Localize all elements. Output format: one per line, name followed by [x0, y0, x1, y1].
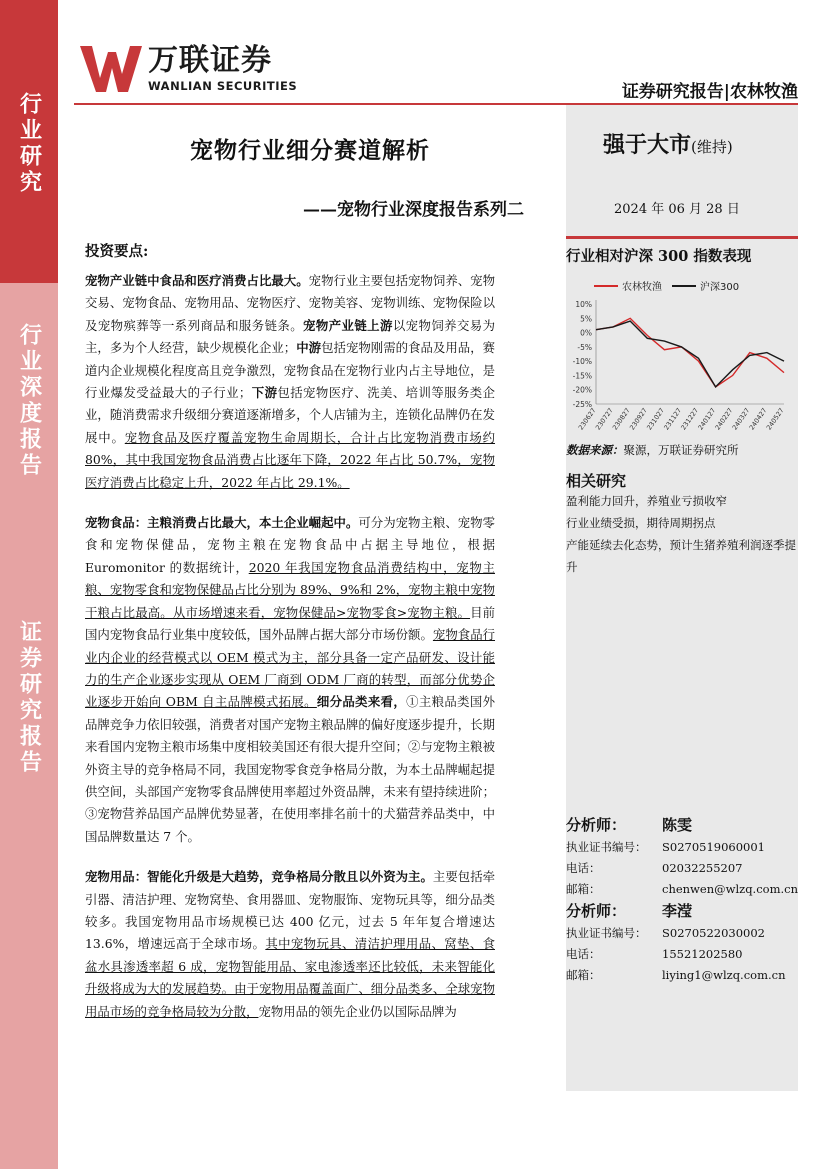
related-item[interactable]: 产能延续去化态势，预计生猪养殖利润逐季提升: [566, 538, 796, 574]
y-tick-label: -10%: [572, 357, 592, 367]
related-research-list: [566, 490, 798, 578]
y-tick-label: 5%: [580, 314, 592, 324]
company-logo: [80, 44, 297, 94]
analyst-title: 分析师：: [566, 815, 627, 834]
phone-label: 电话：: [566, 946, 601, 961]
para-text: 宠物行业主要包括宠物饲养、宠物交易、宠物食品、宠物用品、宠物医疗、宠物美容、宠物训练、宠物保险以及宠物殡葬等一系列商品和服务链条。: [85, 273, 496, 333]
section-heading: 投资要点:: [85, 243, 149, 260]
legend-label: 沪深300: [700, 282, 740, 293]
cert-number: S0270522030002: [662, 925, 765, 940]
para-text: 主要包括牵引器、清洁护理、宠物窝垫、食用器皿、宠物服饰、宠物玩具等，细分品类较多。我国宠物用品市场规模已达 400 亿元，过去 5 年年复合增速达 13.6%，增速远高于全球市场。: [85, 869, 496, 952]
chart-source: [566, 442, 739, 458]
side-text-2: 行业深度报告: [16, 323, 42, 479]
para-text: 可分为宠物主粮、宠物零食和宠物保健品，宠物主粮在宠物食品中占据主导地位，根据 Euromonitor 的数据统计，: [85, 515, 496, 575]
cert-number: S0270519060001: [662, 839, 765, 854]
x-tick-label: 231027: [645, 406, 667, 432]
para-bold: 下游: [251, 385, 278, 401]
rating: [603, 128, 733, 159]
analyst-name: 陈雯: [662, 815, 693, 834]
report-date: 2024 年 06 月 28 日: [614, 202, 740, 217]
chart-source-text: 聚源，万联证券研究所: [623, 443, 739, 457]
y-tick-label: -25%: [572, 400, 592, 409]
panel-divider: [566, 236, 798, 239]
logo-chinese: 万联证券: [148, 43, 272, 78]
para-lead: 宠物食品：主粮消费占比最大，本土企业崛起中。: [85, 515, 359, 531]
x-tick-label: 240127: [696, 406, 718, 432]
y-tick-label: 0%: [580, 328, 592, 338]
y-tick-label: -5%: [577, 342, 592, 352]
para-text: 包括宠物医疗、洗美、培训等服务类企业，随消费需求升级细分赛道逐渐增多，个人店铺为主，连锁化品牌仍在发展中。: [85, 385, 496, 445]
para-text: 宠物用品的领先企业仍以国际品牌为: [258, 1003, 457, 1019]
para-underlined: 2020 年我国宠物食品消费结构中，宠物主粮、宠物零食和宠物保健品占比分别为 89%、9%和 2%，宠物主粮中宠物干粮占比最高。从市场增速来看，宠物保健品>宠物零食>宠物主粮。: [85, 559, 495, 620]
analyst-card: [566, 812, 798, 899]
x-tick-label: 240327: [730, 406, 752, 432]
para-underlined: 宠物食品及医疗覆盖宠物生命周期长，合计占比宠物消费市场约80%，其中我国宠物食品消费占比逐年下降，2022 年占比 50.7%，宠物医疗消费占比稳定上升，2022 年占比 29.1%。: [85, 429, 496, 490]
performance-chart: [566, 272, 798, 432]
side-label-securities-report: [0, 620, 58, 776]
analyst-card: [566, 898, 798, 985]
related-research-heading: 相关研究: [566, 472, 627, 490]
email-label: 邮箱：: [566, 881, 601, 896]
x-tick-label: 240527: [764, 406, 786, 432]
side-label-industry-research: [0, 0, 58, 283]
side-text-1: 行业研究: [16, 92, 42, 196]
related-item[interactable]: 盈利能力回升，养殖业亏损收窄: [566, 494, 727, 508]
para-bold: 细分品类来看，: [316, 694, 407, 710]
chart-svg: [566, 272, 798, 432]
para-bold: 宠物产业链上游: [303, 317, 393, 333]
main-content: [85, 240, 495, 1023]
logo-w-mark-icon: [80, 44, 142, 94]
email-link[interactable]: liying1@wlzq.com.cn: [662, 967, 786, 982]
para-underlined: 宠物食品行业内企业的经营模式以 OEM 模式为主，部分具备一定产品研发、设计能力的生产企业逐步实现从 OEM 厂商到 ODM 厂商的转型，而部分优势企业逐步开始向 OBM 自主品牌模式拓展。: [85, 627, 496, 710]
para-text: 目前国内宠物食品行业集中度较低，国外品牌占据大部分市场份额。: [85, 604, 496, 643]
logo-english: WANLIAN SECURITIES: [148, 79, 298, 93]
legend-label: 农林牧渔: [622, 282, 662, 293]
analyst-title: 分析师：: [566, 901, 627, 920]
x-tick-label: 230627: [576, 406, 598, 432]
para-text: ①主粮品类国外品牌竞争力依旧较强，消费者对国产宠物主粮品牌的偏好度逐步提升，长期来看国内宠物主粮市场集中度相较美国还有很大提升空间；②与宠物主粮被外资主导的竞争格局不同，我国宠物零食竞争格局分散，为本土品牌崛起提供空间，头部国产宠物零食品牌使用率超过外资品牌，未来有望持续进阶；③宠物营养品国产品牌优势显著，在使用率排名前十的犬猫营养品类中，中国品牌数量达 7 个。: [85, 694, 496, 844]
x-tick-label: 240227: [713, 406, 735, 432]
report-category: 证券研究报告|农林牧渔: [621, 82, 798, 102]
rating-sub: (维持): [691, 138, 733, 156]
side-label-deep-report: [0, 323, 58, 479]
rating-main: 强于大市: [603, 132, 692, 158]
para-text: 包括宠物刚需的食品及用品，赛道内企业规模化程度高且竞争激烈，宠物食品在宠物行业内占主导地位，是行业爆发受益最大的子行业；: [85, 340, 496, 401]
para-text: 以宠物饲养交易为主，多为个人经营，缺少规模化企业；: [85, 317, 496, 356]
chart-source-label: 数据来源：: [566, 443, 624, 457]
para-bold: 中游: [296, 340, 322, 356]
report-subtitle: ——宠物行业深度报告系列二: [303, 200, 524, 220]
paragraph-pet-food: [85, 512, 495, 848]
para-underlined: 其中宠物玩具、清洁护理用品、窝垫、食盆水具渗透率超 6 成，宠物智能用品、家电渗透率还比较低，未来智能化升级将成为大的发展趋势。由于宠物用品覆盖面广、细分品类多、全球宠物用品市场的竞争格局较为分散，: [85, 936, 495, 1019]
analyst-name: 李滢: [662, 901, 693, 920]
cert-label: 执业证书编号：: [566, 839, 647, 854]
chart-heading: 行业相对沪深 300 指数表现: [566, 248, 752, 265]
email-link[interactable]: chenwen@wlzq.com.cn: [662, 881, 798, 896]
paragraph-industry-chain: [85, 270, 495, 494]
phone-number: 02032255207: [662, 860, 743, 875]
para-lead: 宠物用品：智能化升级是大趋势，竞争格局分散且以外资为主。: [85, 869, 433, 885]
phone-number: 15521202580: [662, 946, 743, 961]
x-tick-label: 230927: [628, 406, 649, 432]
side-band: [0, 0, 58, 1169]
y-tick-label: -15%: [572, 371, 592, 381]
email-label: 邮箱：: [566, 967, 601, 982]
x-tick-label: 230727: [593, 406, 615, 432]
x-tick-label: 231227: [679, 406, 701, 432]
phone-label: 电话：: [566, 860, 601, 875]
para-lead: 宠物产业链中食品和医疗消费占比最大。: [85, 273, 309, 288]
report-title: 宠物行业细分赛道解析: [190, 137, 430, 164]
side-text-3: 证券研究报告: [16, 620, 42, 776]
x-tick-label: 231127: [662, 406, 684, 432]
y-tick-label: -20%: [572, 385, 592, 395]
related-item[interactable]: 行业业绩受损，期待周期拐点: [566, 516, 716, 530]
x-tick-label: 230827: [611, 406, 632, 432]
x-tick-label: 240427: [747, 406, 769, 432]
y-tick-label: 10%: [575, 300, 592, 309]
cert-label: 执业证书编号：: [566, 925, 647, 940]
paragraph-pet-supplies: [85, 866, 495, 1023]
